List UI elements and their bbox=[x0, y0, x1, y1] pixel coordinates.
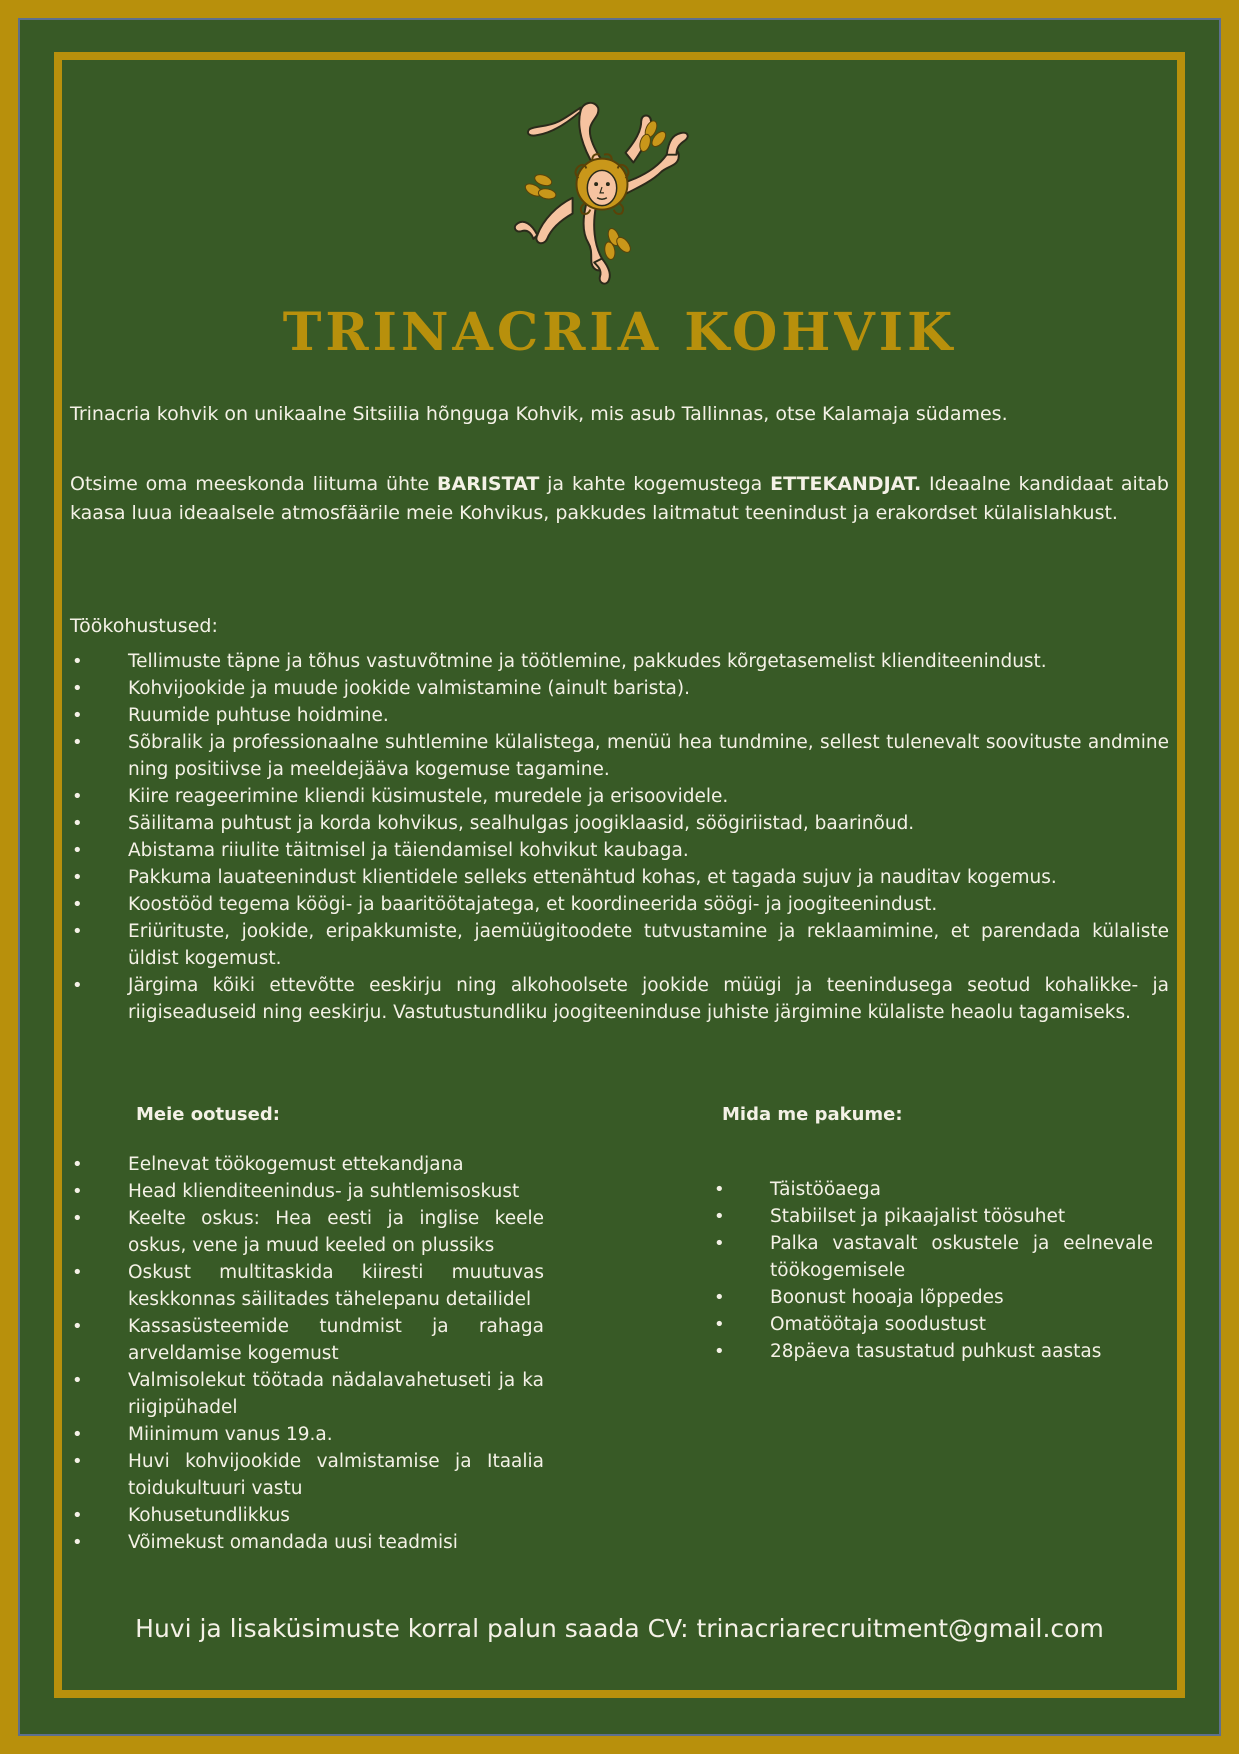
list-item: • Kiire reageerimine kliendi küsimustele, muredele ja erisoovidele. bbox=[70, 783, 1169, 810]
page-title: TRINACRIA KOHVIK bbox=[282, 302, 957, 363]
seeking-text-1: Otsime oma meeskonda liituma ühte bbox=[70, 473, 438, 495]
list-item: • Eelnevat töökogemust ettekandjana bbox=[70, 1151, 544, 1178]
list-item: • Järgima kõiki ettevõtte eeskirju ning alkohoolsete jookide müügi ja teenindusega seotud kohalikke- ja riigiseaduseid ning eeskirju. Vastutustundliku joogiteeninduse juhiste järgimine külaliste heaolu tagamiseks. bbox=[70, 972, 1169, 1026]
intro-paragraph: Trinacria kohvik on unikaalne Sitsiilia hõnguga Kohvik, mis asub Tallinnas, otse Kalamaja südames. bbox=[70, 403, 1008, 425]
seeking-text-3: Ideaalne kandidaat aitab kaasa luua ideaalsele atmosfäärile meie Kohvikus, pakkudes laitmatut teenindust ja erakordset külalislahkust. bbox=[70, 473, 1169, 524]
list-item: • Pakkuma lauateenindust klientidele selleks ettenähtud kohas, et tagada sujuv ja nauditav kogemus. bbox=[70, 864, 1169, 891]
poster-content bbox=[70, 70, 1169, 1680]
list-item: • Ruumide puhtuse hoidmine. bbox=[70, 702, 1169, 729]
expectations-list bbox=[70, 1151, 544, 1556]
list-item: • Palka vastavalt oskustele ja eelnevale töökogemisele bbox=[712, 1230, 1153, 1284]
list-item: • Huvi kohvijookide valmistamise ja Itaalia toidukultuuri vastu bbox=[70, 1448, 544, 1502]
seeking-text-2: ja kahte kogemustega bbox=[539, 473, 771, 495]
list-item: • Keelte oskus: Hea eesti ja inglise keele oskus, vene ja muud keeled on plussiks bbox=[70, 1205, 544, 1259]
contact-line: Huvi ja lisaküsimuste korral palun saada CV: trinacriarecruitment@gmail.com bbox=[135, 1614, 1104, 1643]
list-item: • Eriürituste, jookide, eripakkumiste, jaemüügitoodete tutvustamine ja reklaamimine, et parendada külaliste üldist kogemust. bbox=[70, 918, 1169, 972]
list-item: • Kohusetundlikkus bbox=[70, 1502, 544, 1529]
duties-list bbox=[70, 648, 1169, 1026]
duties-label: Töökohustused: bbox=[70, 615, 218, 637]
offer-list bbox=[712, 1176, 1153, 1365]
list-item: • Sõbralik ja professionaalne suhtlemine külalistega, menüü hea tundmine, sellest tulenevalt soovituste andmine ning positiivse ja meeldejääva kogemuse tagamine. bbox=[70, 729, 1169, 783]
trinacria-logo-icon bbox=[504, 88, 700, 288]
list-item: • Säilitama puhtust ja korda kohvikus, sealhulgas joogiklaasid, söögiriistad, baarinõud. bbox=[70, 810, 1169, 837]
list-item: • Tellimuste täpne ja tõhus vastuvõtmine ja töötlemine, pakkudes kõrgetasemelist klienditeenindust. bbox=[70, 648, 1169, 675]
list-item: • Head klienditeenindus- ja suhtlemisoskust bbox=[70, 1178, 544, 1205]
waiter-highlight: ETTEKANDJAT. bbox=[770, 473, 922, 495]
list-item: • Kassasüsteemide tundmist ja rahaga arveldamise kogemust bbox=[70, 1313, 544, 1367]
list-item: • Omatöötaja soodustust bbox=[712, 1311, 1153, 1338]
list-item: • Valmisolekut töötada nädalavahetuseti ja ka riigipühadel bbox=[70, 1367, 544, 1421]
list-item: • Täistööaega bbox=[712, 1176, 1153, 1203]
list-item: • Kohvijookide ja muude jookide valmistamine (ainult barista). bbox=[70, 675, 1169, 702]
list-item: • Oskust multitaskida kiiresti muutuvas keskkonnas säilitades tähelepanu detailidel bbox=[70, 1259, 544, 1313]
offer-heading: Mida me pakume: bbox=[722, 1104, 903, 1125]
list-item: • Miinimum vanus 19.a. bbox=[70, 1421, 544, 1448]
list-item: • Koostööd tegema köögi- ja baaritöötajatega, et koordineerida söögi- ja joogiteenindust. bbox=[70, 891, 1169, 918]
list-item: • Stabiilset ja pikaajalist töösuhet bbox=[712, 1203, 1153, 1230]
list-item: • Võimekust omandada uusi teadmisi bbox=[70, 1529, 544, 1556]
list-item: • 28päeva tasustatud puhkust aastas bbox=[712, 1338, 1153, 1365]
expectations-heading: Meie ootused: bbox=[136, 1104, 280, 1125]
list-item: • Abistama riiulite täitmisel ja täiendamisel kohvikut kaubaga. bbox=[70, 837, 1169, 864]
seeking-paragraph bbox=[70, 470, 1169, 528]
list-item: • Boonust hooaja lõppedes bbox=[712, 1284, 1153, 1311]
barista-highlight: BARISTAT bbox=[437, 473, 540, 495]
